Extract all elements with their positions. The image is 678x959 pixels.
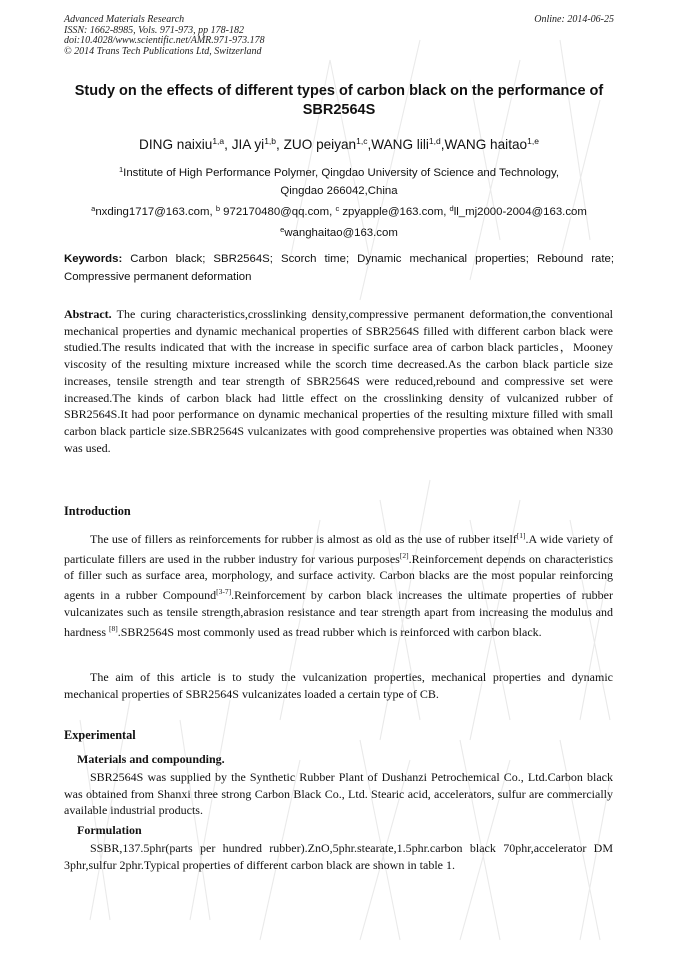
doi-line: doi:10.4028/www.scientific.net/AMR.971-973.178 — [64, 35, 265, 47]
author: DING naixiu$^{1,a}$, — [139, 136, 232, 152]
issn-line: ISSN: 1662-8985, Vols. 971-973, pp 178-182 — [64, 24, 244, 36]
paper-title: Study on the effects of different types of carbon black on the performance of SBR2564S — [74, 83, 604, 118]
keywords-text: Carbon black; SBR2564S; Scorch time; Dynamic mechanical properties; Rebound rate; Compressive permanent deformation — [64, 253, 614, 283]
materials-paragraph: SBR2564S was supplied by the Synthetic Rubber Plant of Dushanzi Petrochemical Co., Ltd.Carbon black was obtained from Shanxi three strong Carbon Black Co., Ltd. Stearic acid, accelerators, sulfur are commercially available industrial products. — [64, 770, 613, 818]
online-date: Online: 2014-06-25 — [534, 14, 614, 25]
subheading-formulation: Formulation — [77, 823, 142, 837]
intro-paragraph-1: The use of fillers as reinforcements for rubber is almost as old as the use of rubber itself[1].A wide variety of particulate fillers are used in the rubber industry for various purposes[2].Reinforcement depends on characteristics of filler such as surface area, morphology, and surface activity. Carbon blacks are the most popular reinforcing agents in a rubber Compound[3-7].Reinforcement by carbon black increases the ultimate properties of rubber vulcanizates such as tensile strength,abrasion resistance and tear strength apart from increasing the modulus and hardness [8].SBR2564S most commonly used as tread rubber which is reinforced with carbon black. — [64, 531, 614, 639]
subheading-materials: Materials and compounding. — [77, 752, 225, 766]
section-heading-introduction: Introduction — [64, 504, 131, 518]
formulation-paragraph: SSBR,137.5phr(parts per hundred rubber).ZnO,5phr.stearate,1.5phr.carbon black 70phr,accelerator DM 3phr,sulfur 2phr.Typical properties of different carbon black are shown in table 1. — [64, 841, 613, 872]
journal-name: Advanced Materials Research — [64, 14, 185, 25]
author: JIA yi$^{1,b}$, — [231, 136, 284, 152]
affiliation-city: Qingdao 266042,China — [280, 185, 398, 197]
copyright-line: © 2014 Trans Tech Publications Ltd, Switzerland — [64, 45, 262, 57]
author-list — [64, 130, 614, 156]
author: WANG haitao$^{1,e}$ — [444, 136, 539, 152]
keywords — [64, 251, 614, 286]
email-line: $^a$nxding1717@163.com, $^b$ 972170480@qq.com, $^c$ zpyapple@163.com, $^d$ll_mj2000-2004@163.com — [91, 204, 587, 218]
email-line: $^e$wanghaitao@163.com — [280, 225, 398, 239]
keywords-label: Keywords: — [64, 253, 123, 265]
affiliation-block — [64, 161, 614, 242]
section-heading-experimental: Experimental — [64, 728, 136, 742]
running-header — [64, 15, 265, 57]
author: WANG lili$^{1,d}$, — [371, 136, 445, 152]
author: ZUO peiyan$^{1,c}$, — [283, 136, 372, 152]
intro-paragraph-2: The aim of this article is to study the vulcanization properties, mechanical properties and dynamic mechanical properties of SBR2564S vulcanizates loaded a certain type of CB. — [64, 670, 613, 701]
abstract-text: The curing characteristics,crosslinking density,compressive permanent deformation,the conventional mechanical properties and dynamic mechanical properties of SBR2564S filled with different carbon black were studied.The results indicated that with the increase in specific surface area of carbon black particles，Mooney viscosity of the resulting mixture increased while the scorch time decreased.As the carbon black particle size increases, tensile strength and tear strength of SBR2564S were reduced,rebound and compressive set were increased.The kinds of carbon black had little effect on the crosslinking density of vulcanized rubber of SBR2564S.It had poor performance on dynamic mechanical properties of the resulting mixture filled with small carbon black particle size.SBR2564S vulcanizates with good comprehensive properties was obtained when N330 was used. — [64, 307, 613, 455]
abstract-label: Abstract. — [64, 307, 112, 321]
affiliation-line: $^1$Institute of High Performance Polymer, Qingdao University of Science and Technology, — [119, 165, 559, 179]
abstract — [64, 306, 613, 456]
